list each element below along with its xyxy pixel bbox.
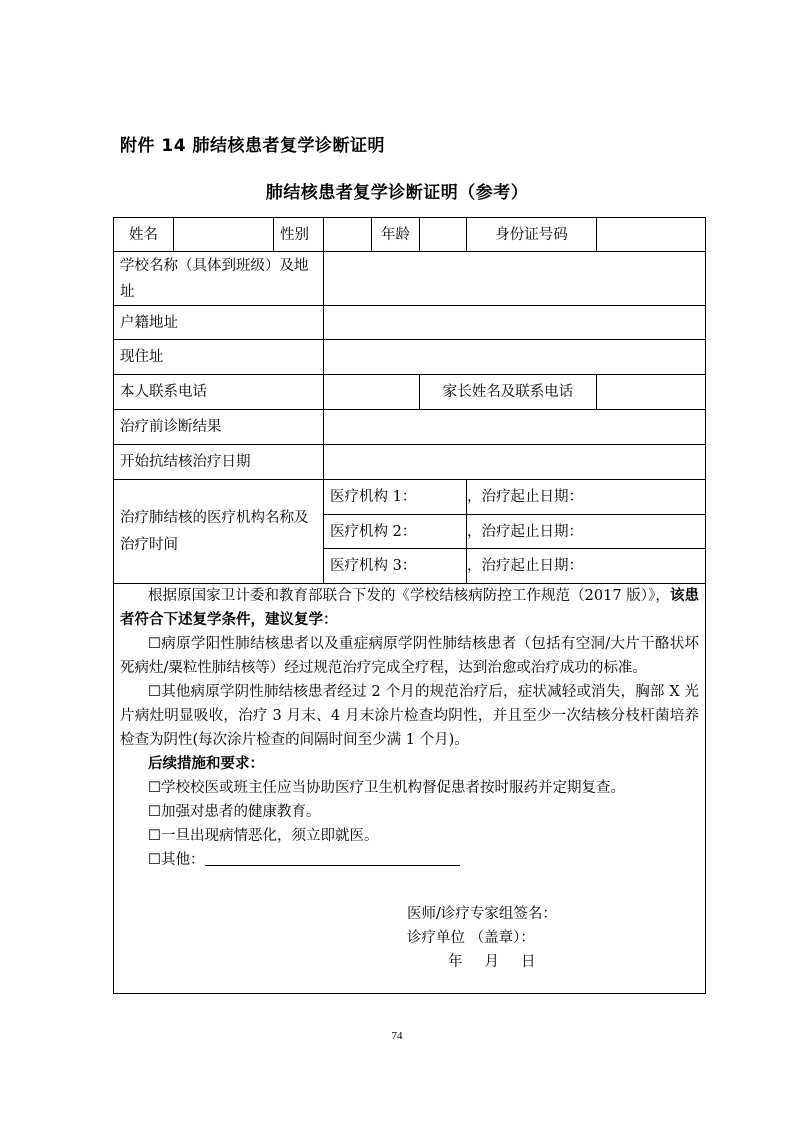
household-row — [114, 306, 706, 340]
parent-contact-field[interactable] — [597, 375, 706, 410]
institution-2-name[interactable]: 医疗机构 2： — [324, 515, 467, 549]
institution-1-name[interactable]: 医疗机构 1： — [324, 480, 467, 515]
date-day-label: 日 — [521, 954, 536, 970]
condition-1-checkbox[interactable]: ☐病原学阳性肺结核患者以及重症病原学阴性肺结核患者（包括有空洞/大片干酪状坏死病灶/粟粒性肺结核等）经过规范治疗完成全疗程，达到治愈或治疗成功的标准。 — [120, 636, 699, 676]
condition-2-checkbox[interactable]: ☐其他病原学阴性肺结核患者经过 2 个月的规范治疗后，症状减轻或消失，胸部 X 光片病灶明显吸收，治疗 3 月末、4 月末涂片检查均阴性，并且至少一次结核分枝杆菌培养检查为阴性(每次涂片检查的间隔时间至少满 1 个月)。 — [120, 684, 699, 748]
recommendation-cell — [114, 584, 706, 994]
age-field[interactable] — [420, 218, 467, 252]
attachment-title: 附件 14 肺结核患者复学诊断证明 — [120, 136, 385, 156]
doctor-signature-label: 医师/诊疗专家组签名： — [407, 906, 557, 922]
gender-field[interactable] — [324, 218, 372, 252]
other-checkbox[interactable]: ☐其他： — [148, 852, 205, 868]
pre-diagnosis-row — [114, 410, 706, 445]
other-row — [120, 848, 699, 872]
measure-1-checkbox[interactable]: ☐学校校医或班主任应当协助医疗卫生机构督促患者按时服药并定期复查。 — [148, 780, 625, 796]
institution-3-name[interactable]: 医疗机构 3： — [324, 549, 467, 584]
parent-contact-label: 家长姓名及联系电话 — [420, 375, 597, 410]
household-address-label: 户籍地址 — [114, 306, 324, 340]
pre-diagnosis-field[interactable] — [324, 410, 706, 445]
start-date-field[interactable] — [324, 445, 706, 480]
residence-row — [114, 340, 706, 375]
certificate-form-table — [113, 217, 706, 994]
intro-paragraph — [120, 584, 699, 632]
phone-field[interactable] — [324, 375, 420, 410]
id-number-field[interactable] — [597, 218, 706, 252]
school-label: 学校名称（具体到班级）及地址 — [114, 252, 324, 306]
start-date-label: 开始抗结核治疗日期 — [114, 445, 324, 480]
school-row — [114, 252, 706, 306]
date-month-label: 月 — [484, 954, 499, 970]
unit-seal-label: 诊疗单位 （盖章）： — [407, 930, 535, 946]
residence-label: 现住址 — [114, 340, 324, 375]
name-field[interactable] — [174, 218, 274, 252]
page-number: 74 — [391, 1030, 403, 1042]
institution-3-period[interactable]: ，治疗起止日期： — [467, 549, 706, 584]
household-address-field[interactable] — [324, 306, 706, 340]
date-line — [448, 950, 699, 974]
form-title: 肺结核患者复学诊断证明（参考） — [265, 183, 529, 203]
name-label: 姓名 — [114, 218, 174, 252]
institution-label — [114, 480, 324, 584]
measure-3-checkbox[interactable]: ☐一旦出现病情恶化，须立即就医。 — [148, 828, 379, 844]
date-year-label: 年 — [448, 954, 463, 970]
recommendation-row — [114, 584, 706, 994]
gender-label: 性别 — [274, 218, 324, 252]
institution-1-period[interactable]: ，治疗起止日期： — [467, 480, 706, 515]
signature-block — [407, 902, 699, 950]
intro-bold-text: 该患者符合下述复学条件，建议复学： — [120, 587, 699, 628]
basic-info-row — [114, 218, 706, 252]
contact-row — [114, 375, 706, 410]
followup-heading: 后续措施和要求： — [148, 755, 264, 772]
institution-2-period[interactable]: ，治疗起止日期： — [467, 515, 706, 549]
school-field[interactable] — [324, 252, 706, 306]
start-date-row — [114, 445, 706, 480]
residence-field[interactable] — [324, 340, 706, 375]
age-label: 年龄 — [372, 218, 420, 252]
measure-2-checkbox[interactable]: ☐加强对患者的健康教育。 — [148, 804, 321, 820]
other-blank-line[interactable] — [205, 849, 460, 866]
pre-diagnosis-label: 治疗前诊断结果 — [114, 410, 324, 445]
id-number-label: 身份证号码 — [467, 218, 597, 252]
phone-label: 本人联系电话 — [114, 375, 324, 410]
institution-label-text: 治疗肺结核的医疗机构名称及治疗时间 — [120, 509, 309, 553]
institution-row-1 — [114, 480, 706, 515]
intro-text: 根据原国家卫计委和教育部联合下发的《学校结核病防控工作规范（2017 版）》， — [148, 588, 670, 604]
